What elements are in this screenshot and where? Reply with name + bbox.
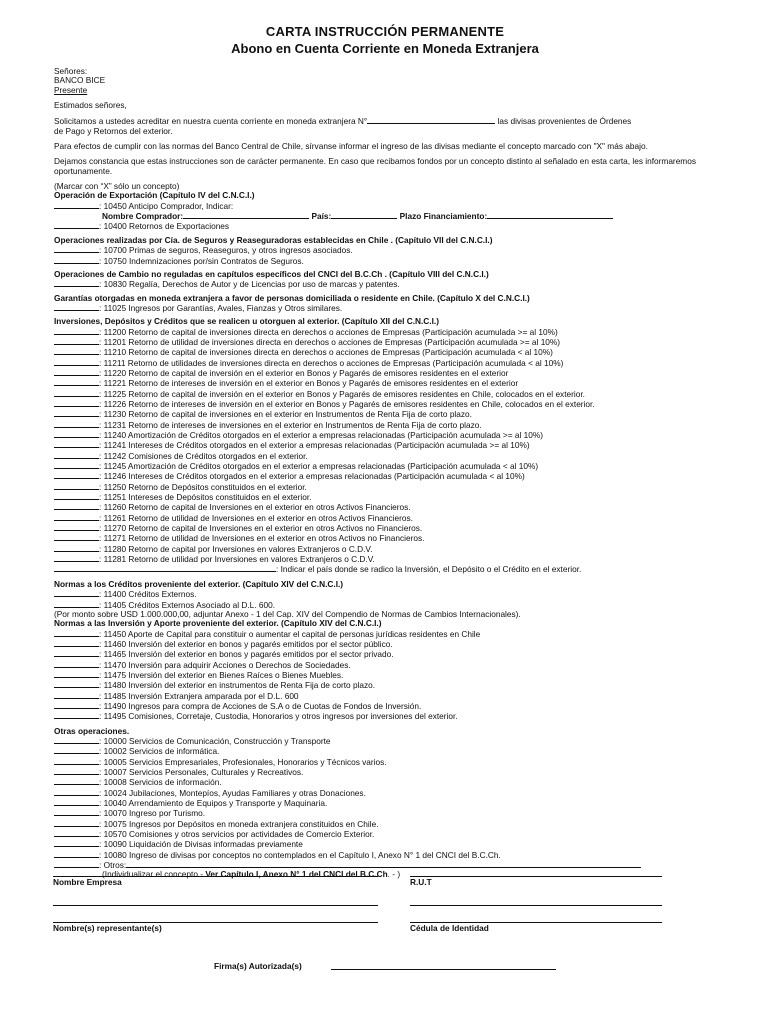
checkbox-blank[interactable] bbox=[54, 777, 99, 785]
letter-body bbox=[54, 67, 718, 880]
list-item-label: : 10002 Servicios de informática. bbox=[99, 746, 220, 757]
checkbox-blank[interactable] bbox=[54, 256, 99, 264]
checkbox-blank[interactable] bbox=[54, 358, 99, 366]
rut-label: R.U.T bbox=[410, 877, 432, 887]
list-item bbox=[54, 502, 718, 512]
checkbox-blank[interactable] bbox=[54, 736, 99, 744]
checkbox-blank[interactable] bbox=[54, 440, 99, 448]
paragraph-constancia: Dejamos constancia que estas instrucciones son de carácter permanente. En caso que recibamos fondos por un concepto distinto al señalado en esta carta, les informaremos oportunamente. bbox=[54, 156, 696, 176]
list-item-label: : 11271 Retorno de utilidad de Inversiones en el exterior en otros Activos no Financieros. bbox=[99, 533, 425, 544]
list-item-label: : 11270 Retorno de capital de Inversiones en el exterior en otros Activos no Financieros. bbox=[99, 523, 423, 534]
list-item-label: : 11475 Inversión del exterior en Bienes Raíces o Bienes Muebles. bbox=[99, 669, 344, 680]
individualizar-reference: Ver Capítulo I, Anexo N° 1 del CNCI del B.C.Ch bbox=[205, 869, 388, 880]
list-item bbox=[54, 711, 718, 721]
list-item bbox=[54, 492, 718, 502]
list-item bbox=[54, 201, 718, 211]
list-item bbox=[54, 746, 718, 756]
list-item bbox=[54, 409, 718, 419]
list-item-label: : 11485 Inversión Extranjera amparada por el D.L. 600 bbox=[99, 690, 299, 701]
checkbox-blank[interactable] bbox=[54, 629, 99, 637]
list-item bbox=[54, 839, 718, 849]
list-item bbox=[54, 513, 718, 523]
checkbox-blank[interactable] bbox=[54, 711, 99, 719]
list-item bbox=[54, 368, 718, 378]
list-item bbox=[54, 256, 718, 266]
country-label: País: bbox=[311, 211, 332, 222]
checkbox-blank[interactable] bbox=[54, 829, 99, 837]
list-item-label: : 11230 Retorno de capital de inversiones en el exterior en Instrumentos de Renta Fija de corto plazo. bbox=[99, 409, 472, 420]
list-item-label: : 11242 Comisiones de Créditos otorgados en el exterior. bbox=[99, 450, 308, 461]
company-name-label: Nombre Empresa bbox=[53, 877, 122, 887]
checkbox-blank[interactable] bbox=[54, 660, 99, 668]
financing-term-field[interactable] bbox=[487, 211, 613, 219]
list-item-label: : 11250 Retorno de Depósitos constituidos en el exterior. bbox=[99, 481, 307, 492]
list-item bbox=[54, 221, 718, 231]
list-item-label: : 10830 Regalía, Derechos de Autor y de Licencias por uso de marcas y patentes. bbox=[99, 279, 400, 290]
list-item-label: : 11490 Ingresos para compra de Acciones de S.A o de Cuotas de Fondos de Inversión. bbox=[99, 700, 422, 711]
checkbox-blank[interactable] bbox=[54, 819, 99, 827]
list-item bbox=[54, 850, 718, 860]
checkbox-blank[interactable] bbox=[54, 201, 99, 209]
section-inversiones-list bbox=[54, 327, 718, 565]
checkbox-blank[interactable] bbox=[54, 691, 99, 699]
section-heading-garantias: Garantías otorgadas en moneda extranjera a favor de personas domiciliada o residente en Chile. (Capítulo X del C.N.C.I.) bbox=[54, 292, 530, 303]
checkbox-blank[interactable] bbox=[54, 767, 99, 775]
checkbox-blank[interactable] bbox=[54, 746, 99, 754]
list-item-label: : 11281 Retorno de utilidad por Inversiones en valores Extranjeros o C.D.V. bbox=[99, 554, 375, 565]
country-field[interactable] bbox=[331, 211, 397, 219]
buyer-info-row bbox=[54, 211, 718, 221]
checkbox-blank[interactable] bbox=[54, 513, 99, 521]
creditos-note: (Por monto sobre USD 1.000.000,00, adjuntar Anexo - 1 del Cap. XIV del Compendio de Normas de Cambios Internacionales). bbox=[54, 608, 521, 619]
section-heading-inversiones: Inversiones, Depósitos y Créditos que se realicen u otorguen al exterior. (Capítulo XII del C.N.C.I.) bbox=[54, 316, 439, 327]
checkbox-blank[interactable] bbox=[54, 639, 99, 647]
otros-label: : Otros: bbox=[99, 860, 127, 871]
checkbox-blank[interactable] bbox=[54, 701, 99, 709]
list-item-label: : 10400 Retornos de Exportaciones bbox=[99, 221, 230, 232]
list-item-label: : 10075 Ingresos por Depósitos en moneda extranjera constituidos en Chile. bbox=[99, 818, 379, 829]
checkbox-blank[interactable] bbox=[54, 409, 99, 417]
list-item bbox=[54, 798, 718, 808]
checkbox-blank[interactable] bbox=[54, 798, 99, 806]
list-item bbox=[54, 680, 718, 690]
list-item-label: : 11260 Retorno de capital de Inversiones en el exterior en otros Activos Financieros. bbox=[99, 502, 411, 513]
list-item bbox=[54, 279, 718, 289]
checkbox-blank[interactable] bbox=[54, 808, 99, 816]
checkbox-blank[interactable] bbox=[54, 788, 99, 796]
country-blank[interactable] bbox=[54, 564, 276, 572]
list-item bbox=[54, 670, 718, 680]
document-subtitle: Abono en Cuenta Corriente en Moneda Extranjera bbox=[231, 41, 539, 56]
salutation-presente: Presente bbox=[54, 84, 88, 95]
mark-note: (Marcar con “X” sólo un concepto) bbox=[54, 181, 180, 192]
list-item-label: : 10570 Comisiones y otros servicios por actividades de Comercio Exterior. bbox=[99, 829, 375, 840]
list-item bbox=[54, 808, 718, 818]
list-item-label: : 11465 Inversión del exterior en bonos y pagarés emitidos por el sector privado. bbox=[99, 649, 394, 660]
list-item-label: : 11200 Retorno de capital de inversiones directa en derechos o acciones de Empresas (Participación acumulada >= al 10%) bbox=[99, 326, 558, 337]
list-item bbox=[54, 451, 718, 461]
checkbox-blank[interactable] bbox=[54, 279, 99, 287]
list-item-label: : 10024 Jubilaciones, Montepíos, Ayudas Familiares y otras Donaciones. bbox=[99, 787, 366, 798]
checkbox-blank[interactable] bbox=[54, 245, 99, 253]
list-item-label: : 11400 Créditos Externos. bbox=[99, 589, 197, 600]
section-heading-otras: Otras operaciones. bbox=[54, 725, 130, 736]
id-line-1[interactable] bbox=[410, 905, 662, 906]
salutation-bank: BANCO BICE bbox=[54, 75, 106, 86]
list-item-label: : 11211 Retorno de utilidades de inversiones directa en derechos o acciones de Empresas (Participación acumulada < al 10%) bbox=[99, 357, 564, 368]
checkbox-blank[interactable] bbox=[54, 482, 99, 490]
otros-field[interactable] bbox=[126, 860, 641, 868]
checkbox-blank[interactable] bbox=[54, 544, 99, 552]
list-item-label: : 10750 Indemnizaciones por/sin Contratos de Seguros. bbox=[99, 255, 304, 266]
list-item bbox=[54, 440, 718, 450]
list-item bbox=[54, 347, 718, 357]
section-heading-seguros: Operaciones realizadas por Cía. de Seguros y Reaseguradoras establecidas en Chile . (Capítulo VII del C.N.C.I.) bbox=[54, 234, 493, 245]
checkbox-blank[interactable] bbox=[54, 554, 99, 562]
checkbox-blank[interactable] bbox=[54, 523, 99, 531]
list-item-label: : 11231 Retorno de intereses de inversiones en el exterior en Instrumentos de Renta Fija de corto plazo. bbox=[99, 419, 482, 430]
checkbox-blank[interactable] bbox=[54, 533, 99, 541]
list-item bbox=[54, 767, 718, 777]
list-item bbox=[54, 819, 718, 829]
list-item bbox=[54, 589, 718, 599]
id-card-label: Cédula de Identidad bbox=[410, 923, 489, 933]
list-item bbox=[54, 245, 718, 255]
checkbox-blank[interactable] bbox=[54, 649, 99, 657]
rut-line[interactable] bbox=[410, 876, 662, 877]
individualizar-text-end: . - ) bbox=[387, 869, 401, 880]
list-item-label: : 10090 Liquidación de Divisas informadas previamente bbox=[99, 839, 303, 850]
checkbox-blank[interactable] bbox=[54, 347, 99, 355]
list-item bbox=[54, 649, 718, 659]
list-item-label: : 10700 Primas de seguros, Reaseguros, y otros ingresos asociados. bbox=[99, 245, 353, 256]
checkbox-blank[interactable] bbox=[54, 399, 99, 407]
checkbox-blank[interactable] bbox=[54, 378, 99, 386]
financing-term-label: Plazo Financiamiento: bbox=[399, 211, 488, 222]
individualizar-text: (Individualizar el concepto - bbox=[102, 869, 206, 880]
list-item-label: : 10080 Ingreso de divisas por conceptos no contemplados en el Capítulo I, Anexo N° 1 del CNCI del B.C.Ch. bbox=[99, 849, 501, 860]
list-item-label: : 10450 Anticipo Comprador, Indicar: bbox=[99, 200, 234, 211]
list-item-label: : 10008 Servicios de información. bbox=[99, 777, 222, 788]
list-item-label: : 11261 Retorno de utilidad de Inversiones en el exterior en otros Activos Financieros. bbox=[99, 512, 413, 523]
checkbox-blank[interactable] bbox=[54, 420, 99, 428]
checkbox-blank[interactable] bbox=[54, 221, 99, 229]
list-item bbox=[54, 829, 718, 839]
list-item bbox=[54, 420, 718, 430]
section-heading-aporte: Normas a las Inversión y Aporte proveniente del exterior. (Capítulo XIV del C.N.C.I.) bbox=[54, 618, 382, 629]
list-item bbox=[54, 482, 718, 492]
list-item bbox=[54, 461, 718, 471]
list-item-label: : 11246 Intereses de Créditos otorgados en el exterior a empresas relacionadas (Participación acumulada < al 10%) bbox=[99, 471, 525, 482]
account-number-field[interactable] bbox=[367, 116, 495, 124]
list-item-label: : 11450 Aporte de Capital para constituir o aumentar el capital de personas jurídicas residentes en Chile bbox=[99, 628, 481, 639]
list-item-label: : 11280 Retorno de capital por Inversiones en valores Extranjeros o C.D.V. bbox=[99, 543, 373, 554]
list-item bbox=[54, 777, 718, 787]
list-item-label: : 11495 Comisiones, Corretaje, Custodia, Honorarios y otros ingresos por inversiones del exterior. bbox=[99, 711, 458, 722]
paragraph-request-line2: de Pago y Retornos del exterior. bbox=[54, 125, 173, 136]
list-item-label: : 11460 Inversión del exterior en bonos y pagarés emitidos por el sector público. bbox=[99, 638, 393, 649]
checkbox-blank[interactable] bbox=[54, 680, 99, 688]
list-item-label: : 11225 Retorno de capital de inversión en el exterior en Bonos y Pagarés de emisores residentes en Chile, colocados en el exterior. bbox=[99, 388, 585, 399]
list-item bbox=[54, 378, 718, 388]
list-item-label: : 11220 Retorno de capital de inversión en el exterior en Bonos y Pagarés de emisores residentes en el exterior bbox=[99, 367, 509, 378]
list-item bbox=[54, 523, 718, 533]
list-item bbox=[54, 788, 718, 798]
section-aporte-list bbox=[54, 629, 718, 722]
list-item bbox=[54, 639, 718, 649]
section-heading-export: Operación de Exportación (Capítulo IV del C.N.C.I.) bbox=[54, 190, 255, 201]
list-item bbox=[54, 533, 718, 543]
authorized-signatures-label: Firma(s) Autorizada(s) bbox=[214, 961, 302, 971]
checkbox-blank[interactable] bbox=[54, 670, 99, 678]
checkbox-blank[interactable] bbox=[54, 471, 99, 479]
list-item-label: : 10005 Servicios Empresariales, Profesionales, Honorarios y Técnicos varios. bbox=[99, 756, 387, 767]
list-item bbox=[54, 660, 718, 670]
checkbox-blank[interactable] bbox=[54, 368, 99, 376]
list-item bbox=[54, 430, 718, 440]
section-heading-creditos: Normas a los Créditos proveniente del exterior. (Capítulo XIV del C.N.C.I.) bbox=[54, 578, 344, 589]
section-otras-list bbox=[54, 736, 718, 860]
list-item-label: : 11210 Retorno de capital de inversiones directa en derechos o acciones de Empresas (Participación acumulada < al 10%) bbox=[99, 347, 553, 358]
paragraph-request-text: Solicitamos a ustedes acreditar en nuestra cuenta corriente en moneda extranjera N° bbox=[54, 116, 368, 127]
section-cambio-list bbox=[54, 279, 718, 289]
list-item-label: : 11245 Amortización de Créditos otorgados en el exterior a empresas relacionadas (Participación acumulada < al 10%) bbox=[99, 461, 539, 472]
checkbox-blank[interactable] bbox=[54, 502, 99, 510]
salutation-greeting: Estimados señores, bbox=[54, 100, 127, 111]
list-item bbox=[54, 327, 718, 337]
checkbox-blank[interactable] bbox=[54, 860, 99, 868]
list-item bbox=[54, 389, 718, 399]
list-item-label: : 11470 Inversión para adquirir Acciones o Derechos de Sociedades. bbox=[99, 659, 351, 670]
list-item bbox=[54, 701, 718, 711]
checkbox-blank[interactable] bbox=[54, 589, 99, 597]
list-item-label: : 11480 Inversión del exterior en instrumentos de Renta Fija de corto plazo. bbox=[99, 680, 376, 691]
authorized-signature-line[interactable] bbox=[331, 969, 556, 970]
list-item bbox=[54, 554, 718, 564]
list-item bbox=[54, 757, 718, 767]
paragraph-normas: Para efectos de cumplir con las normas del Banco Central de Chile, sírvanse informar el ingreso de las divisas mediante el concepto marcado con "X" más abajo. bbox=[54, 141, 648, 152]
list-item bbox=[54, 399, 718, 409]
checkbox-blank[interactable] bbox=[54, 757, 99, 765]
list-item-label: : 10000 Servicios de Comunicación, Construcción y Transporte bbox=[99, 735, 331, 746]
list-item bbox=[54, 544, 718, 554]
section-garantias-list bbox=[54, 303, 718, 313]
paragraph-request-text-2: las divisas provenientes de Órdenes bbox=[497, 116, 632, 127]
document-title: CARTA INSTRUCCIÓN PERMANENTE bbox=[265, 24, 505, 39]
list-item-label: : 11226 Retorno de intereses de inversión en el exterior en Bonos y Pagarés de emisores residentes en Chile, colocados en el exterior. bbox=[99, 398, 595, 409]
checkbox-blank[interactable] bbox=[54, 600, 99, 608]
list-item-label: : 11201 Retorno de utilidad de inversiones directa en derechos o acciones de Empresas (Participación acumulada >= al 10%) bbox=[99, 336, 561, 347]
representatives-label: Nombre(s) representante(s) bbox=[53, 923, 162, 933]
list-item-label: : 11025 Ingresos por Garantías, Avales, Fianzas y Otros similares. bbox=[99, 302, 343, 313]
list-item-label: : 11241 Intereses de Créditos otorgados en el exterior a empresas relacionadas (Participación acumulada >= al 10%) bbox=[99, 440, 530, 451]
checkbox-blank[interactable] bbox=[54, 337, 99, 345]
representative-line-1[interactable] bbox=[53, 905, 378, 906]
list-item-label: : 10040 Arrendamiento de Equipos y Transporte y Maquinaria. bbox=[99, 798, 328, 809]
list-item-label: : 11240 Amortización de Créditos otorgados en el exterior a empresas relacionadas (Participación acumulada >= al 10%) bbox=[99, 430, 543, 440]
indicate-country-label: : Indicar el país donde se radico la Inversión, el Depósito o el Crédito en el exterior. bbox=[276, 564, 582, 575]
checkbox-blank[interactable] bbox=[54, 389, 99, 397]
salutation-senores: Señores: bbox=[54, 66, 88, 76]
checkbox-blank[interactable] bbox=[54, 430, 99, 438]
buyer-name-field[interactable] bbox=[183, 211, 309, 219]
list-item bbox=[54, 629, 718, 639]
list-item-label: : 10070 Ingreso por Turismo. bbox=[99, 808, 206, 819]
checkbox-blank[interactable] bbox=[54, 461, 99, 469]
indicate-country-row bbox=[54, 564, 718, 574]
list-item-label: : 11405 Créditos Externos Asociado al D.L. 600. bbox=[99, 599, 276, 610]
checkbox-blank[interactable] bbox=[54, 850, 99, 858]
list-item-label: : 10007 Servicios Personales, Culturales y Recreativos. bbox=[99, 767, 304, 777]
list-item-label: : 11221 Retorno de intereses de inversión en el exterior en Bonos y Pagarés de emisores residentes en el exterior bbox=[99, 378, 519, 389]
list-item bbox=[54, 736, 718, 746]
list-item bbox=[54, 303, 718, 313]
checkbox-blank[interactable] bbox=[54, 492, 99, 500]
section-creditos-list bbox=[54, 589, 718, 610]
section-heading-cambio: Operaciones de Cambio no reguladas en capítulos específicos del CNCI del B.C.Ch . (Capítulo VIII del C.N.C.I.) bbox=[54, 268, 489, 279]
checkbox-blank[interactable] bbox=[54, 303, 99, 311]
list-item bbox=[54, 691, 718, 701]
checkbox-blank[interactable] bbox=[54, 451, 99, 459]
list-item bbox=[54, 358, 718, 368]
list-item bbox=[54, 337, 718, 347]
section-seguros-list bbox=[54, 245, 718, 266]
buyer-name-label: Nombre Comprador: bbox=[102, 211, 184, 222]
checkbox-blank[interactable] bbox=[54, 327, 99, 335]
checkbox-blank[interactable] bbox=[54, 839, 99, 847]
list-item-label: : 11251 Intereses de Depósitos constituidos en el exterior. bbox=[99, 492, 312, 503]
list-item bbox=[54, 471, 718, 481]
